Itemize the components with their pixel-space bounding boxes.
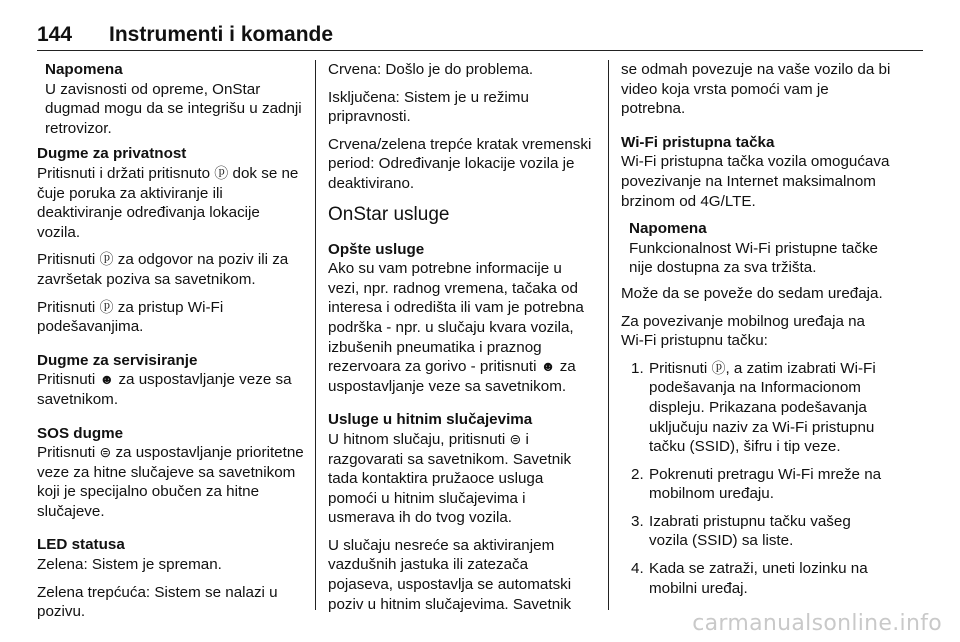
privacy-icon: ⓟ [99,251,114,268]
column-1 [37,60,305,630]
wifi-paragraph: Wi-Fi pristupna tačka vozila omogućava povezivanje na Internet maksimalnom brzinom od 4G/LTE. [621,153,890,210]
step-text: Kada se zatraži, uneti lozinku na mobilni uređaj. [649,560,868,597]
sos-icon: ⊜ [509,430,522,447]
led-off: Isključena: Sistem je u režimu pripravnosti. [328,88,529,126]
step-text [649,359,891,457]
column-2 [328,60,594,622]
text: za uspostavljanje veze sa savetnikom. [328,358,576,395]
column-divider [315,60,316,610]
led-green: Zelena: Sistem je spreman. [37,556,222,574]
text: Pritisnuti [37,371,96,389]
note-block [37,60,305,138]
privacy-icon: ⓟ [711,359,726,376]
text: za odgovor na poziv ili za završetak poziva sa savetnikom. [37,251,289,288]
led-heading: LED statusa [37,536,125,554]
connect-intro: Za povezivanje mobilnog uređaja na Wi-Fi pristupnu tačku: [621,312,866,350]
led-red: Crvena: Došlo je do problema. [328,61,534,78]
privacy-heading: Dugme za privatnost [37,145,187,163]
text: Pritisnuti [37,298,96,316]
header-rule [37,50,923,51]
service-icon: ☻ [540,358,556,375]
text: Pritisnuti [37,444,96,462]
text: Pritisnuti [37,251,96,269]
step-number: 4. [631,560,644,578]
page-title: Instrumenti i komande [109,23,334,46]
page-header [37,23,333,47]
note-text: Funkcionalnost Wi-Fi pristupne tačke nije dostupna za sva tržišta. [629,239,879,277]
step-number: 2. [631,465,644,483]
text: Pritisnuti i držati pritisnuto [37,164,211,182]
list-item [621,559,891,598]
service-icon: ☻ [99,371,115,388]
privacy-paragraph [37,250,305,289]
text: za pristup Wi-Fi podešavanjima. [37,298,224,336]
emergency-heading: Usluge u hitnim slučajevima [328,411,533,429]
general-services-heading: Opšte usluge [328,240,425,258]
service-heading: Dugme za servisiranje [37,351,198,369]
privacy-icon: ⓟ [99,298,114,315]
wifi-heading: Wi-Fi pristupna tačka [621,133,775,151]
airbag-paragraph: U slučaju nesreće sa aktiviranjem vazdušnih jastuka ili zatezača pojaseva, uspostavlja se automatski poziv u hitnim slučajevima. Savetnik [328,536,572,613]
column-divider [608,60,609,610]
step-number: 3. [631,512,644,530]
privacy-paragraph [37,164,305,242]
text: i razgovarati sa savetnikom. Savetnik tada kontaktira pružaoce usluga pomoći u hitnim slučajevima i usmerava ih do tvog vozila. [328,430,572,527]
watermark: carmanualsonline.info [692,611,942,636]
text: dok se ne čuje poruka za aktiviranje ili deaktiviranje određivanja lokacije vozila. [37,164,299,241]
service-paragraph [37,370,305,409]
led-red-green: Crvena/zelena trepće kratak vremenski period: Određivanje lokacije vozila je deaktivirano. [328,135,592,192]
note-title: Napomena [629,220,707,238]
steps-list [621,359,891,599]
privacy-icon: ⓟ [214,164,229,181]
text: U hitnom slučaju, pritisnuti [328,430,506,448]
text: za uspostavljanje prioritetne veze za hitne slučajeve sa savetnikom koji je specijalno obučen za hitne slučajeve. [37,444,304,520]
column-3 [621,60,891,606]
general-services-paragraph [328,259,594,396]
sos-icon: ⊜ [99,444,112,461]
step-text: Izabrati pristupnu tačku vašeg vozila (SSID) sa liste. [649,512,851,550]
note-text: U zavisnosti od opreme, OnStar dugmad mogu da se integrišu u zadnji retrovizor. [45,80,302,137]
note-block [621,219,891,278]
step-text: Pokrenuti pretragu Wi-Fi mreže na mobilnom uređaju. [649,465,882,503]
text: , a zatim izabrati Wi-Fi podešavanja na Informacionom displeju. Prikazana podešavanja uključuju naziv za Wi-Fi pristupnu tačku (SSID), šifru i tip veze. [649,359,876,456]
text: za uspostavljanje veze sa savetnikom. [37,371,292,408]
text: Pritisnuti [649,359,708,377]
continuation-paragraph: se odmah povezuje na vaše vozilo da bi video koja vrsta pomoći vam je potrebna. [621,61,891,118]
sos-paragraph [37,443,305,521]
privacy-paragraph [37,298,305,337]
max-devices-paragraph: Može da se poveže do sedam uređaja. [621,284,883,302]
note-title: Napomena [45,61,123,78]
sos-heading: SOS dugme [37,424,124,442]
emergency-paragraph [328,430,594,528]
led-green-blink: Zelena trepćuća: Sistem se nalazi u pozivu. [37,583,278,621]
step-number: 1. [631,359,644,377]
list-item [621,512,891,551]
section-heading: OnStar usluge [328,203,450,225]
page-number: 144 [37,23,73,46]
list-item [621,359,891,457]
list-item [621,465,891,504]
text: Ako su vam potrebne informacije u vezi, npr. radnog vremena, tačaka od interesa i odredišta ili vam je potrebna podrška - npr. u slučaju kvara vozila, izbušenih pneumatika i praznog rezervoara za gorivo - pritisnuti [328,260,584,376]
